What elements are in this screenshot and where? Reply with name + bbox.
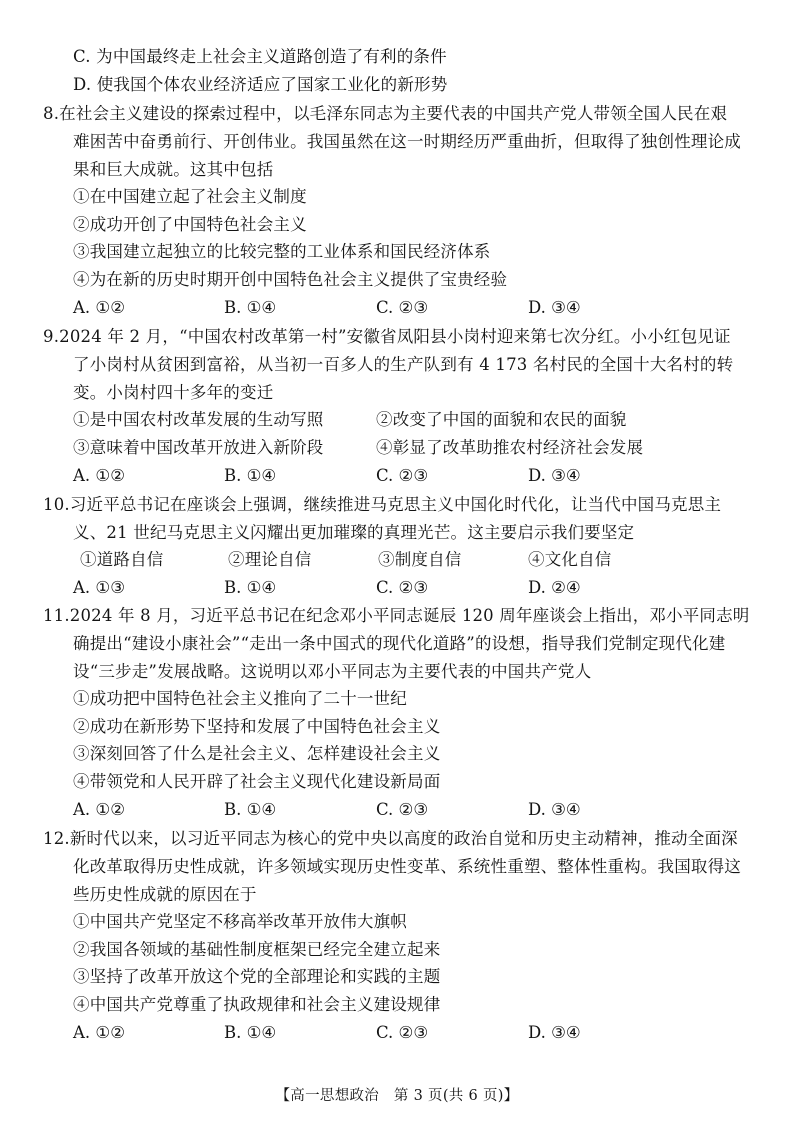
answer-option-b: B. ①④ xyxy=(224,800,277,819)
statement-item: ③制度自信 xyxy=(378,550,462,569)
answer-option-c: C. ②③ xyxy=(376,800,429,819)
answer-option-b: B. ①④ xyxy=(224,578,277,597)
question-stem-line: 果和巨大成就。这其中包括 xyxy=(73,160,274,179)
question-stem-line: 11.2024 年 8 月，习近平总书记在纪念邓小平同志诞辰 120 周年座谈会上指出，邓小平同志明 xyxy=(43,606,750,625)
statement-item: ④带领党和人民开辟了社会主义现代化建设新局面 xyxy=(73,772,441,791)
statement-item: ③意味着中国改革开放进入新阶段 xyxy=(73,438,324,457)
statement-item: ①成功把中国特色社会主义推向了二十一世纪 xyxy=(73,689,407,708)
statement-item: ①在中国建立起了社会主义制度 xyxy=(73,187,307,206)
question-stem-line: 设“三步走”发展战略。这说明以邓小平同志为主要代表的中国共产党人 xyxy=(73,662,592,681)
answer-option-c: C. ②③ xyxy=(376,578,429,597)
answer-option-a: A. ①② xyxy=(73,298,125,317)
statement-item: ③深刻回答了什么是社会主义、怎样建设社会主义 xyxy=(73,744,441,763)
answer-option-c: C. ②③ xyxy=(376,298,429,317)
option-c-line: C. 为中国最终走上社会主义道路创造了有利的条件 xyxy=(73,47,447,66)
question-stem-line: 确提出“建设小康社会”“走出一条中国式的现代化道路”的设想，指导我们党制定现代化建 xyxy=(73,634,726,653)
statement-item: ①道路自信 xyxy=(80,550,164,569)
statement-item: ④为在新的历史时期开创中国特色社会主义提供了宝贵经验 xyxy=(73,270,508,289)
answer-option-a: A. ①② xyxy=(73,466,125,485)
statement-item: ③坚持了改革开放这个党的全部理论和实践的主题 xyxy=(73,967,441,986)
question-stem-line: 义、21 世纪马克思主义闪耀出更加璀璨的真理光芒。这主要启示我们要坚定 xyxy=(73,523,635,542)
question-stem-line: 10.习近平总书记在座谈会上强调，继续推进马克思主义中国化时代化，让当代中国马克思主 xyxy=(43,495,722,514)
answer-option-d: D. ③④ xyxy=(528,466,581,485)
statement-item: ④文化自信 xyxy=(528,550,612,569)
answer-option-d: D. ②④ xyxy=(528,578,581,597)
answer-option-a: A. ①② xyxy=(73,800,125,819)
statement-item: ③我国建立起独立的比较完整的工业体系和国民经济体系 xyxy=(73,242,491,261)
question-stem-line: 了小岗村从贫困到富裕，从当初一百多人的生产队到有 4 173 名村民的全国十大名村的转 xyxy=(73,355,734,374)
statement-item: ②改变了中国的面貌和农民的面貌 xyxy=(376,410,627,429)
statement-item: ①中国共产党坚定不移高举改革开放伟大旗帜 xyxy=(73,912,407,931)
answer-option-c: C. ②③ xyxy=(376,466,429,485)
statement-item: ④彰显了改革助推农村经济社会发展 xyxy=(376,438,644,457)
question-stem-line: 变。小岗村四十多年的变迁 xyxy=(73,383,274,402)
statement-item: ①是中国农村改革发展的生动写照 xyxy=(73,410,324,429)
question-stem-line: 12.新时代以来，以习近平同志为核心的党中央以高度的政治自觉和历史主动精神，推动全面深 xyxy=(43,829,738,848)
question-stem-line: 难困苦中奋勇前行、开创伟业。我国虽然在这一时期经历严重曲折，但取得了独创性理论成 xyxy=(73,132,741,151)
answer-option-d: D. ③④ xyxy=(528,800,581,819)
answer-option-a: A. ①③ xyxy=(73,578,125,597)
statement-item: ②理论自信 xyxy=(228,550,312,569)
answer-option-a: A. ①② xyxy=(73,1023,125,1042)
statement-item: ②成功开创了中国特色社会主义 xyxy=(73,215,307,234)
question-stem-line: 8.在社会主义建设的探索过程中，以毛泽东同志为主要代表的中国共产党人带领全国人民在艰 xyxy=(43,104,728,123)
question-stem-line: 化改革取得历史性成就，许多领域实现历史性变革、系统性重塑、整体性重构。我国取得这 xyxy=(73,857,741,876)
answer-option-b: B. ①④ xyxy=(224,466,277,485)
statement-item: ②我国各领域的基础性制度框架已经完全建立起来 xyxy=(73,940,441,959)
answer-option-c: C. ②③ xyxy=(376,1023,429,1042)
statement-item: ④中国共产党尊重了执政规律和社会主义建设规律 xyxy=(73,995,441,1014)
question-stem-line: 9.2024 年 2 月，“中国农村改革第一村”安徽省凤阳县小岗村迎来第七次分红。小小红包见证 xyxy=(43,327,731,346)
question-stem-line: 些历史性成就的原因在于 xyxy=(73,885,257,904)
page-footer: 【高一思想政治 第 3 页(共 6 页)】 xyxy=(275,1088,519,1104)
statement-item: ②成功在新形势下坚持和发展了中国特色社会主义 xyxy=(73,717,441,736)
answer-option-d: D. ③④ xyxy=(528,1023,581,1042)
answer-option-b: B. ①④ xyxy=(224,298,277,317)
answer-option-d: D. ③④ xyxy=(528,298,581,317)
option-d-line: D. 使我国个体农业经济适应了国家工业化的新形势 xyxy=(73,75,448,94)
answer-option-b: B. ①④ xyxy=(224,1023,277,1042)
